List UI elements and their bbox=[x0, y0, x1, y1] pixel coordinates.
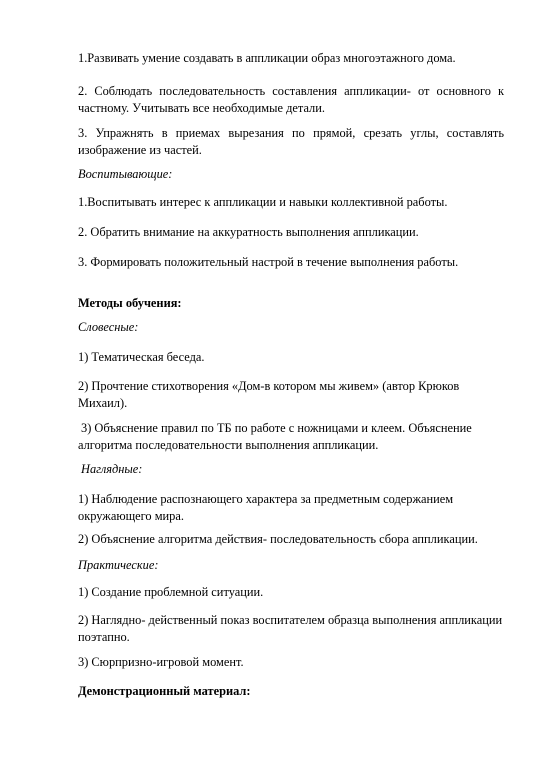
goal-paragraph-1: 1.Развивать умение создавать в аппликации образ многоэтажного дома. bbox=[78, 51, 456, 65]
goal-paragraph-2: 2. Соблюдать последовательность составления аппликации- от основного к частному. Учитывать все необходимые детали. bbox=[78, 84, 504, 115]
subheading-verbal: Словесные: bbox=[78, 320, 139, 334]
visual-item-2: 2) Объяснение алгоритма действия- последовательность сбора аппликации. bbox=[78, 532, 478, 546]
goal-paragraph-3: 3. Упражнять в приемах вырезания по прямой, срезать углы, составлять изображение из частей. bbox=[78, 126, 504, 157]
verbal-item-1: 1) Тематическая беседа. bbox=[78, 350, 205, 364]
upbringing-paragraph-3: 3. Формировать положительный настрой в течение выполнения работы. bbox=[78, 255, 459, 269]
practical-item-1: 1) Создание проблемной ситуации. bbox=[78, 585, 264, 599]
section-heading-methods: Методы обучения: bbox=[78, 296, 182, 310]
visual-item-1: 1) Наблюдение распознающего характера за предметным содержанием окружающего мира. bbox=[78, 492, 454, 523]
upbringing-paragraph-1: 1.Воспитывать интерес к аппликации и навыки коллективной работы. bbox=[78, 195, 448, 209]
subheading-practical: Практические: bbox=[78, 558, 159, 572]
section-heading-upbringing: Воспитывающие: bbox=[78, 167, 173, 181]
subheading-visual: Наглядные: bbox=[81, 462, 143, 476]
practical-item-2: 2) Наглядно- действенный показ воспитателем образца выполнения аппликации поэтапно. bbox=[78, 613, 503, 644]
verbal-item-3: 3) Объяснение правил по ТБ по работе с ножницами и клеем. Объяснение алгоритма последовательности выполнения аппликации. bbox=[78, 421, 472, 452]
section-heading-demo-material: Демонстрационный материал: bbox=[78, 684, 251, 698]
verbal-item-2: 2) Прочтение стихотворения «Дом-в котором мы живем» (автор Крюков Михаил). bbox=[78, 379, 460, 410]
upbringing-paragraph-2: 2. Обратить внимание на аккуратность выполнения аппликации. bbox=[78, 225, 419, 239]
practical-item-3: 3) Сюрпризно-игровой момент. bbox=[78, 655, 244, 669]
